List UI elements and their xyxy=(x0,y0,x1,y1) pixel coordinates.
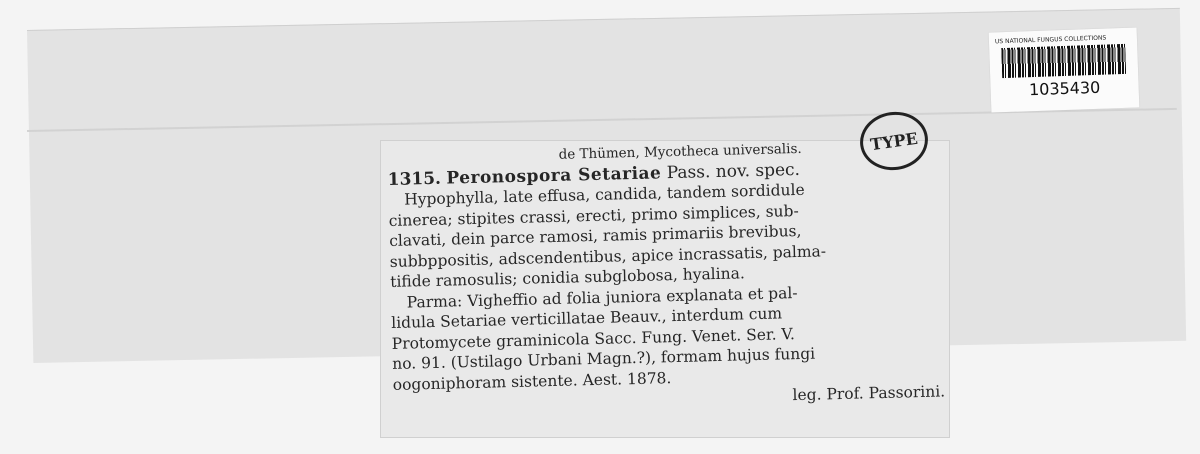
label-text xyxy=(387,135,949,415)
species-author: Pass. nov. spec. xyxy=(666,159,801,183)
species-name: Peronospora Setariae xyxy=(446,162,662,189)
barcode-number: 1035430 xyxy=(1028,77,1101,100)
locality-line: oogoniphoram sistente. Aest. 1878. xyxy=(392,368,672,394)
description-line: subbppositis, adscendentibus, apice incrassatis, palma- xyxy=(389,241,827,271)
type-stamp-text: TYPE xyxy=(869,128,919,154)
specimen-number: 1315. xyxy=(387,168,442,190)
barcode-bars xyxy=(1001,44,1126,78)
label-header: de Thümen, Mycotheca universalis. xyxy=(558,140,802,163)
barcode-header: US NATIONAL FUNGUS COLLECTIONS xyxy=(994,34,1107,46)
barcode-label xyxy=(989,27,1140,112)
collector-line: leg. Prof. Passorini. xyxy=(792,382,946,405)
locality-line: no. 91. (Ustilago Urbani Magn.?), formam hujus fungi xyxy=(392,344,816,373)
specimen-label xyxy=(380,140,950,438)
description-line: clavati, dein parce ramosi, ramis primariis brevibus, xyxy=(389,221,802,250)
description-line: Hypophylla, late effusa, candida, tandem sordidule xyxy=(404,180,805,209)
locality-line: Parma: Vigheffio ad folia juniora explanata et pal- xyxy=(406,283,798,312)
description-line: cinerea; stipites crassi, erecti, primo simplices, sub- xyxy=(388,201,799,230)
locality-line: Protomycete graminicola Sacc. Fung. Venet. Ser. V. xyxy=(391,324,796,353)
locality-line: lidula Setariae verticillatae Beauv., interdum cum xyxy=(391,304,783,332)
description-line: tifide ramosulis; conidia subglobosa, hyalina. xyxy=(390,264,745,291)
